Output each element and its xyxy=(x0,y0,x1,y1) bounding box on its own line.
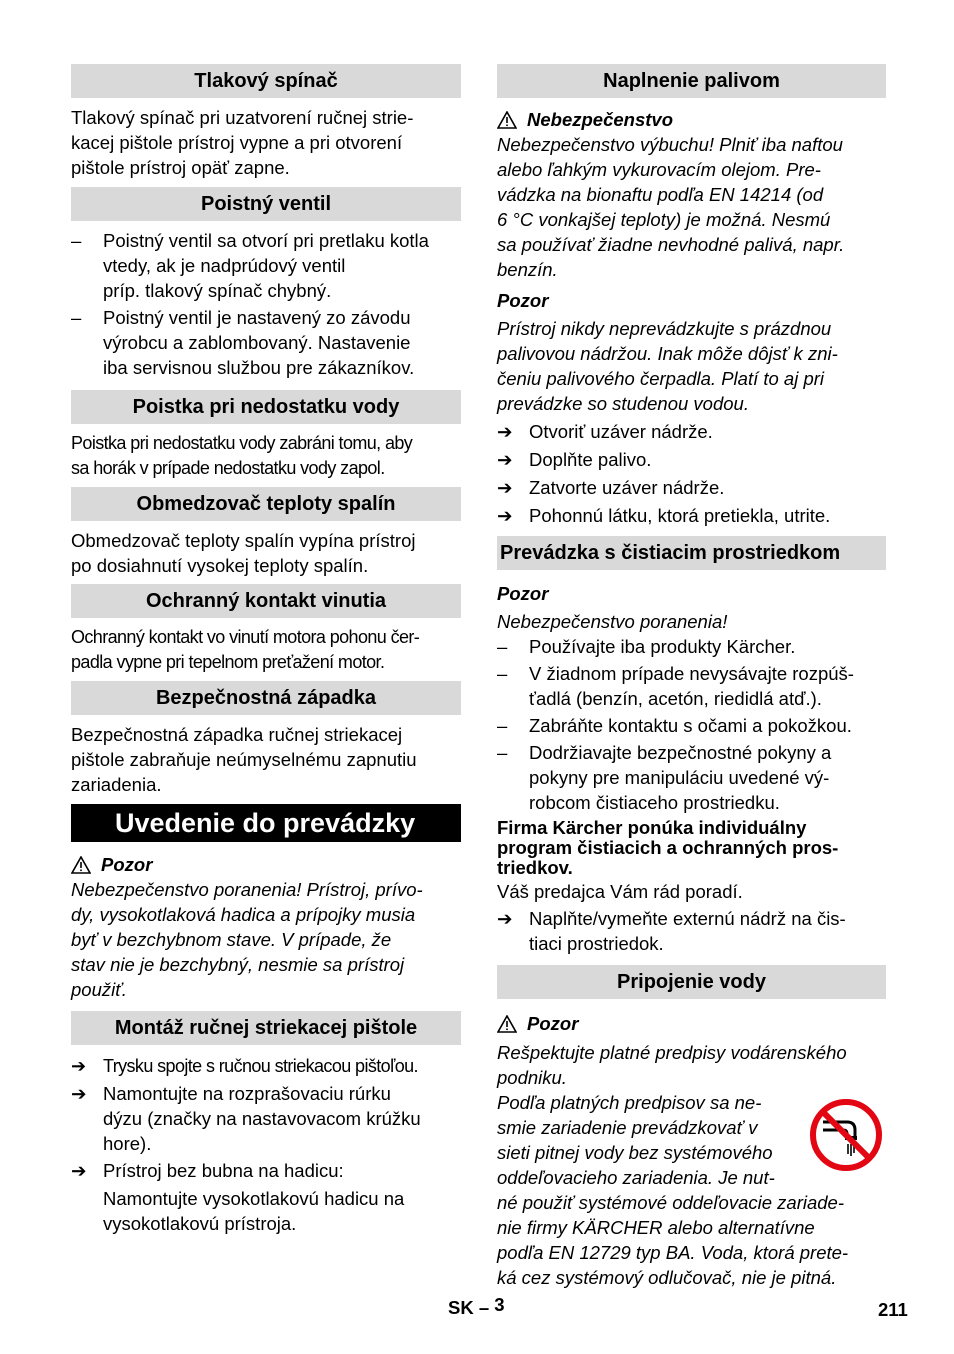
text-line: palivovou nádržou. Inak môže dôjsť k zni- xyxy=(497,343,838,364)
text-line: Tlakový spínač pri uzatvorení ručnej strie- xyxy=(71,107,414,128)
text-line: program čistiacich a ochranných pros- xyxy=(497,837,839,858)
steps-list xyxy=(497,419,886,528)
arrow-right-icon: ➔ xyxy=(71,1160,87,1181)
text-line: sa používať žiadne nevhodné palivá, napr. xyxy=(497,234,845,255)
text-line: po dosiahnutí vysokej teploty spalín. xyxy=(71,555,369,576)
paragraph xyxy=(71,431,461,481)
step-item xyxy=(497,503,886,528)
text-line: ťadlá (benzín, acetón, riedidlá atď.). xyxy=(529,688,822,709)
text-line: Namontujte na rozprašovaciu rúrku xyxy=(103,1083,391,1104)
text-line: Namontujte vysokotlakovú hadicu na xyxy=(103,1188,405,1209)
text-line: Prístroj nikdy neprevádzkujte s prázdnou xyxy=(497,318,832,339)
caution-label: Pozor xyxy=(497,1011,886,1036)
text-line: Poistný ventil sa otvorí pri pretlaku kotla xyxy=(103,230,429,251)
step-text: Doplňte palivo. xyxy=(529,449,652,470)
paragraph xyxy=(71,105,461,180)
step-item xyxy=(497,419,886,444)
text-line: Podľa platných predpisov sa ne- xyxy=(497,1092,762,1113)
arrow-right-icon: ➔ xyxy=(497,449,513,470)
caution-text xyxy=(497,316,886,416)
text-line: stav nie je bezchybný, nesmie sa prístroj xyxy=(71,954,405,975)
left-column xyxy=(71,64,461,1236)
bold-notice xyxy=(497,818,886,878)
text-line: Rešpektujte platné predpisy vodárenského xyxy=(497,1042,847,1063)
text-line: prevádzke so studenou vodou. xyxy=(497,393,749,414)
text-line: smie zariadenie prevádzkovať v xyxy=(497,1117,758,1138)
text-line: Dodržiavajte bezpečnostné pokyny a xyxy=(529,742,832,763)
list-item: – Zabráňte kontaktu s očami a pokožkou. xyxy=(497,715,852,736)
step-item xyxy=(71,1081,461,1156)
text-line: pištole prístroj opäť zapne. xyxy=(71,157,290,178)
text-line: oddeľovacieho zariadenia. Je nut- xyxy=(497,1167,775,1188)
text-line: čeniu palivového čerpadla. Platí to aj pri xyxy=(497,368,825,389)
text-line: sieti pitnej vody bez systémového xyxy=(497,1142,773,1163)
text-line: robcom čistiaceho prostriedku. xyxy=(529,792,780,813)
step-item xyxy=(497,475,886,500)
step-text: Otvoriť uzáver nádrže. xyxy=(529,421,713,442)
arrow-right-icon: ➔ xyxy=(71,1083,87,1104)
text-line: nie firmy KÄRCHER alebo alternatívne xyxy=(497,1217,815,1238)
warning-triangle-icon xyxy=(71,856,91,874)
text-line: Poistný ventil je nastavený zo závodu xyxy=(103,307,411,328)
arrow-right-icon: ➔ xyxy=(71,1056,86,1076)
step-text: Pohonnú látku, ktorá pretiekla, utrite. xyxy=(529,505,831,526)
caution-text xyxy=(497,1040,886,1090)
warning-triangle-icon xyxy=(497,1015,517,1033)
caution-text: Nebezpečenstvo poranenia! xyxy=(497,611,728,632)
text-line: Ochranný kontakt vo vinutí motora pohonu čer- xyxy=(71,627,420,647)
text-line: vtedy, ak je nadprúdový ventil xyxy=(103,255,346,276)
text-line: príp. tlakový spínač chybný. xyxy=(103,280,332,301)
text-line: dýzu (značky na nastavovacom krúžku xyxy=(103,1108,421,1129)
caution-label: Pozor xyxy=(497,290,549,311)
list-item: – V žiadnom prípade nevysávajte rozpúš- ťadlá (benzín, acetón, riedidlá atď.). xyxy=(497,663,854,709)
caution-label: Pozor xyxy=(497,583,549,604)
text-line: Nebezpečenstvo poranenia! Prístroj, prívo- xyxy=(71,879,423,900)
warning-text xyxy=(71,877,461,1002)
arrow-right-icon: ➔ xyxy=(497,505,513,526)
paragraph xyxy=(497,1190,886,1290)
arrow-right-icon: ➔ xyxy=(497,477,513,498)
step-item xyxy=(71,1054,461,1079)
text-line: Zabráňte kontaktu s očami a pokožkou. xyxy=(529,715,852,736)
text-line: pokyny pre manipuláciu uvedené vý- xyxy=(529,767,830,788)
paragraph xyxy=(71,722,461,797)
section-heading: Poistka pri nedostatku vody xyxy=(71,390,461,424)
list-item: – Dodržiavajte bezpečnostné pokyny a pokyny pre manipuláciu uvedené vý- robcom čistiaceho prostriedku. xyxy=(497,742,832,813)
text-line: Bezpečnostná západka ručnej striekacej xyxy=(71,724,403,745)
chapter-heading: Uvedenie do prevádzky xyxy=(71,804,461,842)
warning-triangle-icon xyxy=(497,111,517,129)
text-line: Firma Kärcher ponúka individuálny xyxy=(497,817,807,838)
list-item: – Používajte iba produkty Kärcher. xyxy=(497,636,796,657)
paragraph xyxy=(71,625,461,675)
arrow-right-icon: ➔ xyxy=(497,908,513,929)
danger-label: Nebezpečenstvo xyxy=(497,107,886,132)
text-line: vádzka na bionaftu podľa EN 14214 (od xyxy=(497,184,824,205)
danger-text xyxy=(497,132,886,282)
paragraph: Váš predajca Vám rád poradí. xyxy=(497,881,743,902)
list-item: – Poistný ventil je nastavený zo závodu výrobcu a zablombovaný. Nastavenie iba servisnou službou pre zákazníkov. xyxy=(71,307,415,378)
text-line: Trysku spojte s ručnou striekacou pištoľou. xyxy=(103,1056,418,1076)
text-line: ká cez systémový odlučovač, nie je pitná. xyxy=(497,1267,837,1288)
text-line: podľa EN 12729 typ BA. Voda, ktorá prete- xyxy=(497,1242,849,1263)
list-item: – Poistný ventil sa otvorí pri pretlaku kotla vtedy, ak je nadprúdový ventil príp. tlakový spínač chybný. xyxy=(71,230,429,301)
arrow-right-icon: ➔ xyxy=(497,421,513,442)
text-line: padla vypne pri tepelnom preťažení motor. xyxy=(71,652,385,672)
text-line: dy, vysokotlaková hadica a prípojky musia xyxy=(71,904,416,925)
section-heading: Montáž ručnej striekacej pištole xyxy=(71,1011,461,1045)
section-heading: Poistný ventil xyxy=(71,187,461,221)
section-heading: Ochranný kontakt vinutia xyxy=(71,584,461,618)
text-line: alebo ľahkým vykurovacím olejom. Pre- xyxy=(497,159,821,180)
paragraph xyxy=(71,528,461,578)
section-heading: Pripojenie vody xyxy=(497,965,886,999)
section-heading: Obmedzovač teploty spalín xyxy=(71,487,461,521)
right-column xyxy=(497,64,886,1290)
text-line: podniku. xyxy=(497,1067,567,1088)
text-line: Používajte iba produkty Kärcher. xyxy=(529,636,796,657)
footer-label: SK – 3 xyxy=(448,1294,505,1318)
text-line: zariadenia. xyxy=(71,774,162,795)
text-line: vysokotlakovú prístroja. xyxy=(103,1213,297,1234)
text-line: Nebezpečenstvo výbuchu! Plniť iba naftou xyxy=(497,134,843,155)
step-item xyxy=(71,1158,461,1183)
text-line: sa horák v prípade nedostatku vody zapol. xyxy=(71,458,385,478)
text-line: byť v bezchybnom stave. V prípade, že xyxy=(71,929,392,950)
text-line: triedkov. xyxy=(497,857,573,878)
text-line: výrobcu a zablombovaný. Nastavenie xyxy=(103,332,411,353)
no-drinking-water-icon xyxy=(809,1098,883,1172)
warning-label: Pozor xyxy=(71,852,461,877)
text-line: 6 °C vonkajšej teploty) je možná. Nesmú xyxy=(497,209,831,230)
text-line: použiť. xyxy=(71,979,127,1000)
text-line: hore). xyxy=(103,1133,152,1154)
water-block xyxy=(497,1090,886,1290)
text-line: né použiť systémové oddeľovacie zariade- xyxy=(497,1192,845,1213)
text-line: pištole zabraňuje neúmyselnému zapnutiu xyxy=(71,749,417,770)
step-item xyxy=(497,906,886,956)
text-line: Obmedzovač teploty spalín vypína prístroj xyxy=(71,530,416,551)
text-line: Poistka pri nedostatku vody zabráni tomu, aby xyxy=(71,433,413,453)
text-line: V žiadnom prípade nevysávajte rozpúš- xyxy=(529,663,854,684)
text-line: tiaci prostriedok. xyxy=(529,933,664,954)
step-text: Zatvorte uzáver nádrže. xyxy=(529,477,725,498)
text-line: iba servisnou službou pre zákazníkov. xyxy=(103,357,415,378)
section-heading: Bezpečnostná západka xyxy=(71,681,461,715)
text-line: kacej pištole prístroj vypne a pri otvorení xyxy=(71,132,403,153)
text-line: Naplňte/vymeňte externú nádrž na čis- xyxy=(529,908,846,929)
page-number: 211 xyxy=(878,1299,908,1320)
paragraph xyxy=(71,1186,461,1236)
section-heading: Naplnenie palivom xyxy=(497,64,886,98)
text-line: benzín. xyxy=(497,259,558,280)
section-heading: Prevádzka s čistiacim prostriedkom xyxy=(497,536,886,570)
section-heading: Tlakový spínač xyxy=(71,64,461,98)
text-line: Prístroj bez bubna na hadicu: xyxy=(103,1160,344,1181)
step-item xyxy=(497,447,886,472)
